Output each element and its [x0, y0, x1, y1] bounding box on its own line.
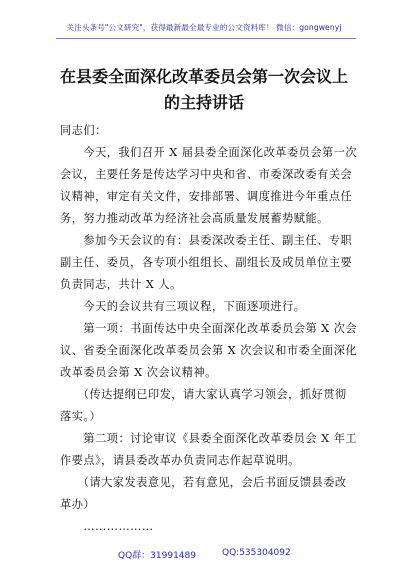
body-line: 议精神，审定有关文件，安排部署、调度推进今年重点任 — [60, 190, 353, 203]
header-banner: 关注头条号"公文研究"，获得最新最全最专业的公文资料库！ 微信：gongwenyj — [66, 23, 342, 32]
body-line: （请大家发表意见，若有意见，会后书面反馈县委改 — [60, 476, 347, 489]
body-line: 参加今天会议的有：县委深改委主任、副主任、专职 — [60, 234, 353, 247]
body-line: （传达提纲已印发，请大家认真学习领会，抓好贯彻 — [60, 388, 347, 401]
body-line: 落实。） — [60, 410, 102, 423]
document-title-line-1: 在县委全面深化改革委员会第一次会议上 — [59, 67, 348, 86]
body-line: 议、省委全面深化改革委员会第 X 次会议和市委全面深化 — [60, 344, 358, 357]
body-line: ……………… — [60, 520, 154, 533]
header-divider — [56, 38, 356, 39]
body-line: 第一项：书面传达中央全面深化改革委员会第 X 次会 — [60, 322, 358, 335]
body-line: 今天的会议共有三项议程，下面逐项进行。 — [60, 300, 306, 313]
body-line: 今天，我们召开 X 届县委全面深化改革委员会第一次 — [60, 146, 358, 159]
body-line: 第二项：讨论审议《县委全面深化改革委员会 X 年工 — [60, 432, 358, 445]
body-line: 负责同志，共计 X 人。 — [60, 278, 182, 291]
footer-qq-group: QQ群：31991489 — [118, 551, 196, 561]
body-line: 改革委员会第 X 次会议精神。 — [60, 366, 217, 379]
body-line: 会议，主要任务是传达学习中央和省、市委深改委有关会 — [60, 168, 353, 181]
document-title-line-2: 的主持讲话 — [163, 93, 244, 112]
footer-qq: QQ:535304092 — [222, 548, 291, 558]
body-line: 革办） — [60, 498, 96, 511]
body-line: 务，努力推动改革为经济社会高质量发展蓄势赋能。 — [60, 212, 329, 225]
body-line: 同志们： — [60, 124, 107, 137]
body-line: 作要点》，请县委改革办负责同志作起草说明。 — [60, 454, 300, 467]
body-line: 副主任、委员，各专项小组组长、副组长及成员单位主要 — [60, 256, 353, 269]
